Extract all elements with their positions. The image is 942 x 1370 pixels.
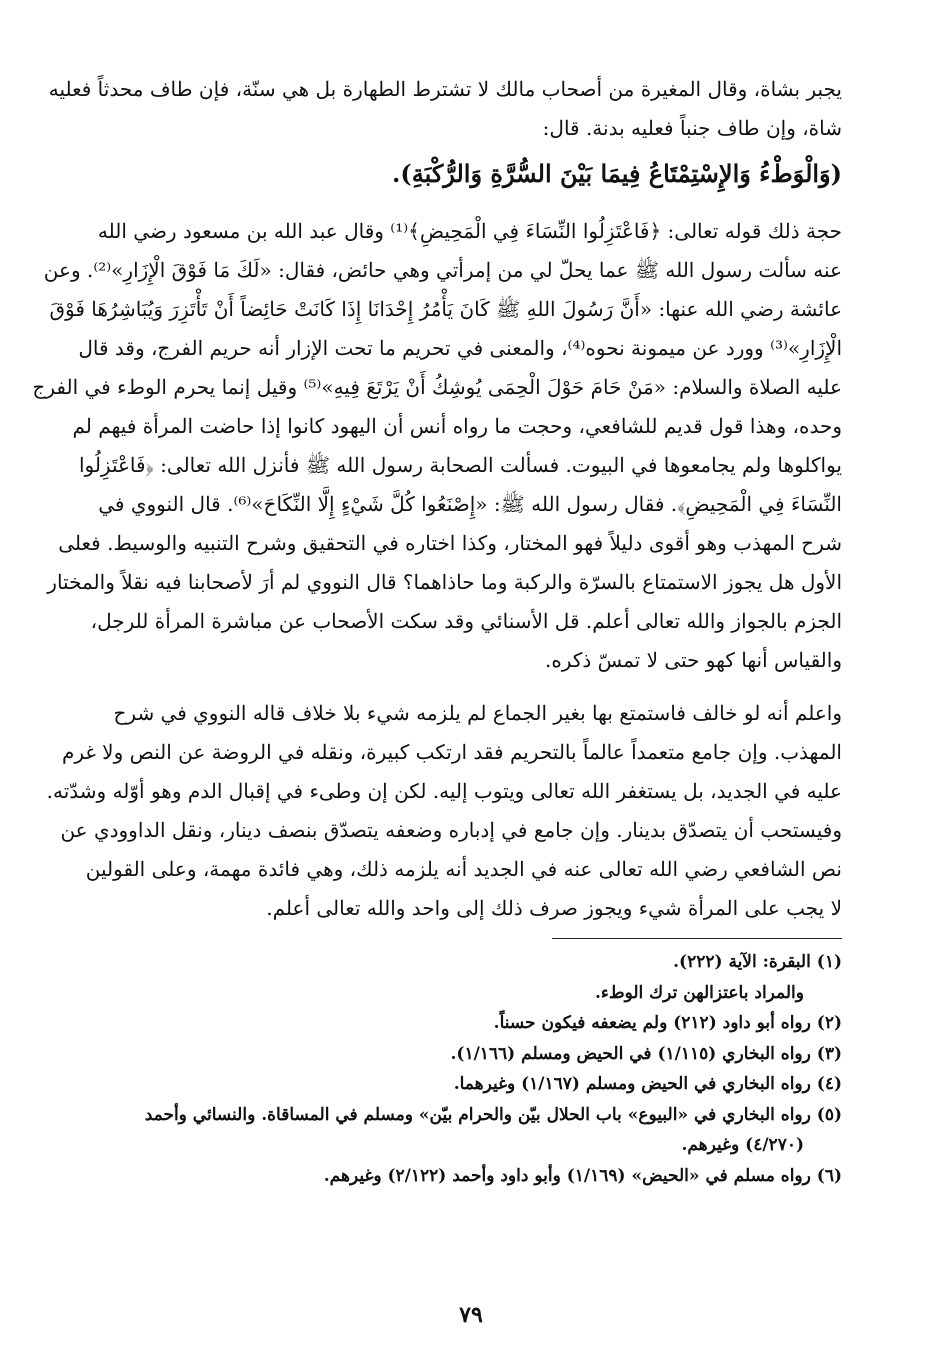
text-line: الجزم بالجواز والله تعالى أعلم. قل الأسنائي وقد سكت الأصحاب عن مباشرة المرأة للرجل، (90, 609, 842, 633)
text-line: وحده، وهذا قول قديم للشافعي، وحجت ما رواه أنس أن اليهود كانوا إذا حاضت المرأة فيهم لم (72, 414, 842, 438)
text-line: عائشة رضي الله عنها: «أَنَّ رَسُولَ اللهِ ﷺ كَانَ يَأْمُرُ إِحْدَانَا إِذَا كَانَتْ حَائِضاً أَنْ تَأْتَزِرَ وَيُبَاشِرُهَا فَوْقَ (49, 297, 842, 321)
text-line: واعلم أنه لو خالف فاستمتع بها بغير الجماع لم يلزمه شيء بلا خلاف قاله النووي في شرح (113, 701, 842, 725)
footnote: (١) البقرة: الآية (٢٢٢). (673, 952, 842, 972)
text-line: النِّسَاءَ فِي الْمَحِيضِ﴾. فقال رسول الله ﷺ: «إِصْنَعُوا كُلَّ شَيْءٍ إِلَّا النِّكَاحَ»⁽⁶⁾. قال النووي في (98, 492, 842, 516)
text-line: عليه في الجديد، بل يستغفر الله تعالى ويتوب إليه. لكن إن وطىء في إقبال الدم وهو أوّله وشدّته. (46, 779, 842, 803)
footnote: (٦) رواه مسلم في «الحيض» (١/١٦٩) وأبو داود وأحمد (٢/١٢٢) وغيرهم. (323, 1165, 842, 1186)
text-line: شرح المهذب وهو أقوى دليلاً فهو المختار، وكذا اختاره في التحقيق وشرح التنبيه والوسيط. فعلى (58, 531, 842, 555)
text-line: الْإِزَارِ»⁽³⁾ وورد عن ميمونة نحوه⁽⁴⁾، والمعنى في تحريم ما تحت الإزار أنه حريم الفرج، وقد قال (78, 336, 842, 360)
text-line: نص الشافعي رضي الله تعالى عنه في الجديد أنه يلزمه ذلك، وهي فائدة مهمة، وعلى القولين (85, 857, 842, 881)
footnote: (٤/٢٧٠) وغيرهم. (681, 1135, 804, 1155)
footnote-divider (552, 938, 842, 939)
footnote: والمراد باعتزالهن ترك الوطء. (594, 982, 804, 1003)
footnote: (٤) رواه البخاري في الحيض ومسلم (١/١٦٧) وغيرهما. (453, 1074, 842, 1094)
text-line: وفيستحب أن يتصدّق بدينار. وإن جامع في إدباره وضعفه يتصدّق بنصف دينار، ونقل الداوودي عن (60, 818, 842, 842)
text-line: يجبر بشاة، وقال المغيرة من أصحاب مالك لا تشترط الطهارة بل هي سنّة، فإن طاف محدثاً فعليه (48, 77, 842, 101)
footnotes (98, 947, 842, 1191)
footnote: (٣) رواه البخاري (١/١١٥) في الحيض ومسلم (١/١٦٦). (450, 1043, 842, 1064)
text-line: عليه الصلاة والسلام: «مَنْ حَامَ حَوْلَ الْحِمَى يُوشِكُ أَنْ يَرْتَعَ فِيهِ»⁽⁵⁾ وقيل إنما يحرم الوطء في الفرج (32, 375, 842, 399)
page-number: ٧٩ (459, 1302, 483, 1328)
section-heading: (وَالْوَطْءُ وَالإِسْتِمْتَاعُ فِيمَا بَيْنَ السُّرَّةِ وَالرُّكْبَةِ). (392, 159, 842, 188)
text-line: حجة ذلك قوله تعالى: ﴿فَاعْتَزِلُوا النِّسَاءَ فِي الْمَحِيضِ﴾⁽¹⁾ وقال عبد الله بن مسعود رضي الله (97, 219, 842, 243)
intro-paragraph (48, 70, 842, 148)
text-line: والقياس أنها كهو حتى لا تمسّ ذكره. (544, 648, 842, 672)
commentary-paragraph-2 (46, 694, 842, 928)
text-line: يواكلوها ولم يجامعوها في البيوت. فسألت الصحابة رسول الله ﷺ فأنزل الله تعالى: ﴿فَاعْتَزِلُوا (78, 453, 842, 477)
text-line: عنه سألت رسول الله ﷺ عما يحلّ لي من إمرأتي وهي حائض، فقال: «لَكَ مَا فَوْقَ الْإِزَارِ»⁽²⁾. وعن (43, 258, 842, 282)
footnote: (٢) رواه أبو داود (٢١٢) ولم يضعفه فيكون حسناً. (493, 1013, 842, 1033)
text-line: لا يجب على المرأة شيء ويجوز صرف ذلك إلى واحد والله تعالى أعلم. (266, 896, 842, 920)
footnote: (٥) رواه البخاري في «البيوع» باب الحلال بيّن والحرام بيّن» ومسلم في المساقاة. والنسائي وأحمد (144, 1104, 842, 1125)
text-line: المهذب. وإن جامع متعمداً عالماً بالتحريم فقد ارتكب كبيرة، ونقله في الروضة عن النص ولا غرم (61, 740, 842, 764)
paragraph-gap (98, 680, 842, 694)
text-line: شاة، وإن طاف جنباً فعليه بدنة. قال: (542, 116, 842, 140)
commentary-paragraph-1 (32, 212, 842, 680)
text-line: الأول هل يجوز الاستمتاع بالسرّة والركبة وما حاذاهما؟ قال النووي لم أرَ لأصحابنا فيه نقلاً والمختار (47, 570, 842, 594)
